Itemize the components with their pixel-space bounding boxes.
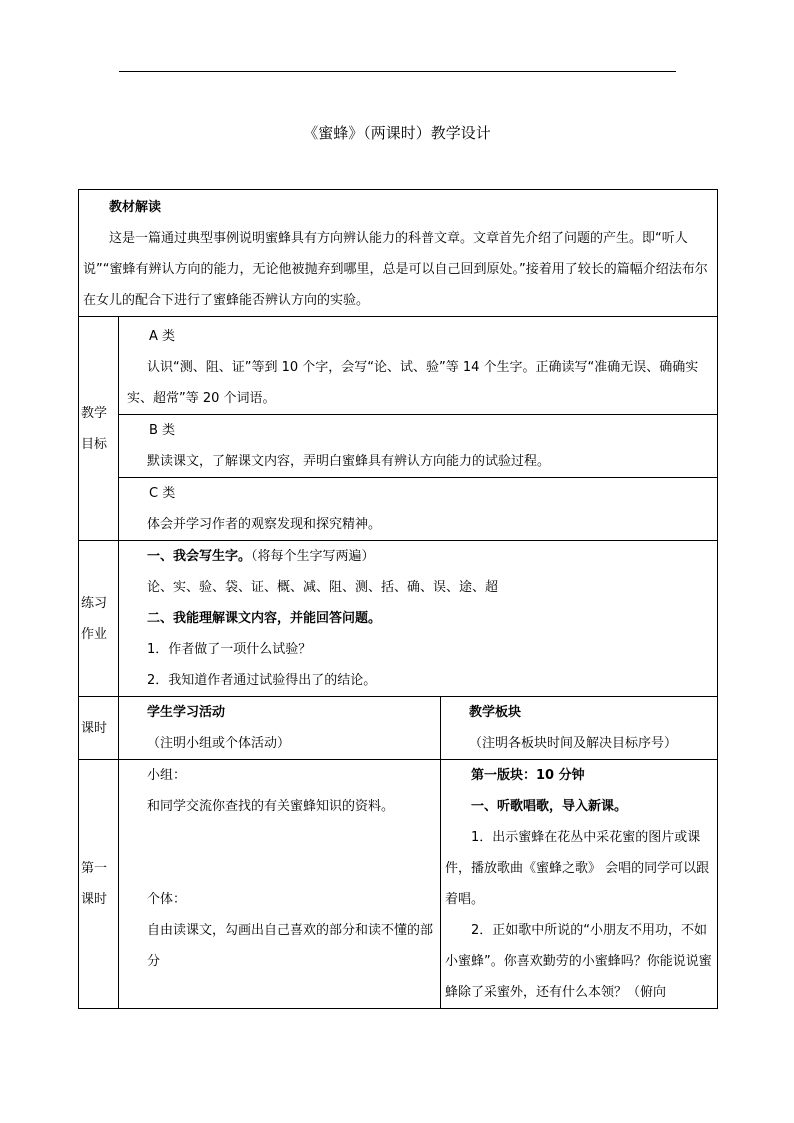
document-title: 《蜜蜂》（两课时）教学设计 (303, 124, 491, 142)
lesson1-step1: 1．出示蜜蜂在花丛中采花蜜的图片或课件，播放歌曲《蜜蜂之歌》 会唱的同学可以跟着唱。 (445, 830, 710, 907)
goal-b-title: B 类 (149, 423, 176, 438)
goal-b-row (79, 415, 718, 478)
lesson1-spacer (147, 822, 436, 884)
schedule-label: 课时 (79, 697, 119, 760)
col-teaching-block-title: 教学板块 (469, 705, 522, 720)
homework-part2-title: 二、我能理解课文内容，并能回答问题。 (147, 611, 382, 626)
goal-a-title: A 类 (149, 329, 176, 344)
lesson1-step2: 2．正如歌中所说的“小朋友不用功，不如小蜜蜂”。你喜欢勤劳的小蜜蜂吗？你能说说蜜蜂除了采蜜外，还有什么本领？（俯向 (445, 923, 712, 1000)
goal-b-text: 默读课文，了解课文内容，弄明白蜜蜂具有辨认方向能力的试验过程。 (147, 454, 551, 469)
homework-q1: 1．作者做了一项什么试验？ (147, 642, 312, 657)
goal-a-text: 认识“测、阻、证”等到 10 个字，会写“论、试、验”等 14 个生字。正确读写“准确无误、确确实实、超常”等 20 个词语。 (127, 360, 699, 406)
col-teaching-block-note: （注明各板块时间及解决目标序号） (469, 736, 678, 751)
homework-label: 练习作业 (79, 541, 119, 697)
homework-part1-title: 一、我会写生字。 (147, 549, 252, 564)
lesson1-row (79, 760, 718, 1009)
goal-c-text: 体会并学习作者的观察发现和探究精神。 (147, 517, 382, 532)
header-rule (119, 71, 676, 72)
lesson-plan-table (78, 189, 718, 1009)
homework-q2: 2．我知道作者通过试验得出了的结论。 (147, 673, 377, 688)
goal-a-row (79, 317, 718, 415)
lesson1-label: 第一课时 (79, 760, 119, 1009)
goal-c-row (79, 478, 718, 541)
lesson1-group-label: 小组： (147, 768, 187, 783)
lesson1-group-text: 和同学交流你查找的有关蜜蜂知识的资料。 (147, 799, 395, 814)
homework-chars: 论、实、验、袋、证、概、减、阻、测、括、确、误、途、超 (147, 580, 499, 595)
textbook-row (79, 190, 718, 317)
col-student-activity-note: （注明小组或个体活动） (147, 736, 291, 751)
lesson1-section-title: 一、听歌唱歌，导入新课。 (471, 799, 628, 814)
goal-c-title: C 类 (149, 486, 176, 501)
col-student-activity-title: 学生学习活动 (147, 705, 226, 720)
homework-part1-note: （将每个生字写两遍） (251, 549, 375, 564)
homework-row (79, 541, 718, 697)
textbook-heading: 教材解读 (109, 200, 162, 215)
schedule-header-row (79, 697, 718, 760)
textbook-paragraph: 这是一篇通过典型事例说明蜜蜂具有方向辨认能力的科普文章。文章首先介绍了问题的产生。即“听人说”“蜜蜂有辨认方向的能力，无论他被抛弃到哪里，总是可以自己回到原处。”接着用了较长的篇幅介绍法布尔在女儿的配合下进行了蜜蜂能否辨认方向的实验。 (83, 231, 708, 308)
goals-label: 教学目标 (79, 317, 119, 541)
lesson1-individual-label: 个体： (147, 892, 187, 907)
lesson1-individual-text: 自由读课文，勾画出自己喜欢的部分和读不懂的部分 (147, 923, 434, 969)
lesson1-block-title: 第一版块：10 分钟 (471, 768, 585, 783)
